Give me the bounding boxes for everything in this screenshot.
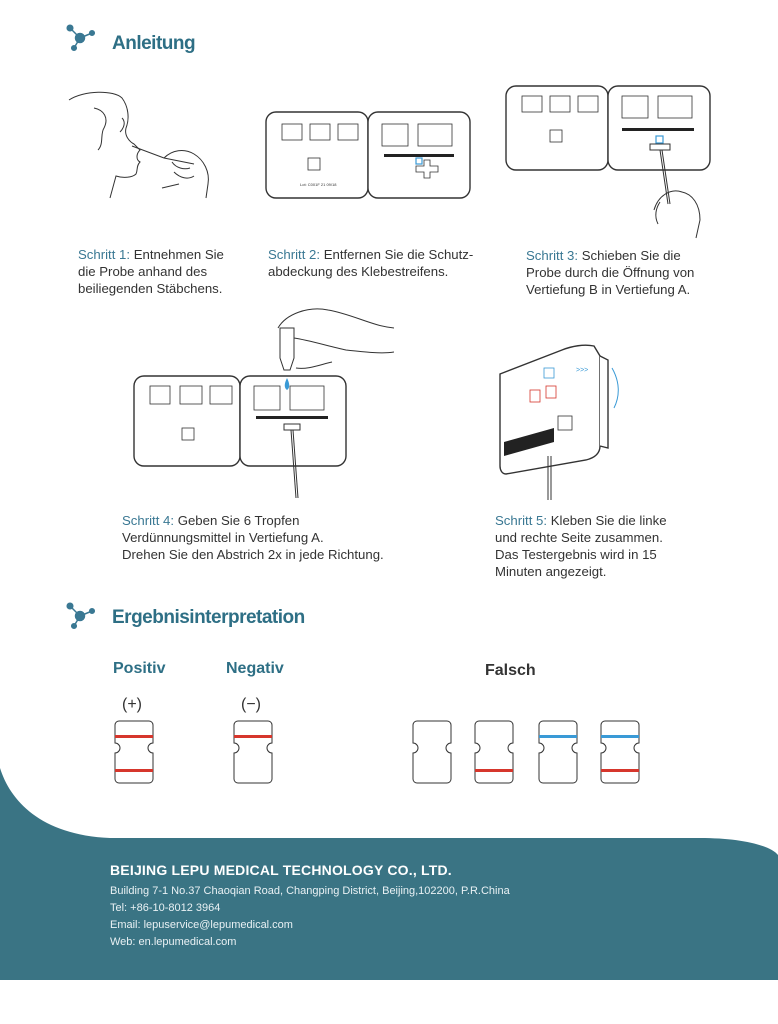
kit-lot-text: Lot: C001F 21 09/18	[300, 182, 337, 187]
step-5-text	[495, 512, 715, 580]
step-5-text-line-3: Minuten angezeigt.	[495, 564, 607, 579]
step-1-text-line-1: die Probe anhand des	[78, 264, 208, 279]
positive-label: Positiv	[113, 660, 166, 677]
result-card-invalid-3	[538, 720, 578, 784]
step2-illustration	[264, 108, 472, 202]
section-title-interpretation: Ergebnisinterpretation	[112, 607, 305, 628]
step-1-text-line-0: Entnehmen Sie	[133, 247, 224, 262]
step5-illustration	[496, 338, 626, 500]
step-2-label: Schritt 2:	[268, 247, 321, 262]
step-4-text-line-0: Geben Sie 6 Tropfen	[177, 513, 300, 528]
step-3-text	[526, 247, 726, 298]
step-4-label: Schritt 4:	[122, 513, 175, 528]
invalid-label: Falsch	[485, 662, 536, 679]
step-2-text-line-0: Entfernen Sie die Schutz-	[323, 247, 474, 262]
step-3-text-line-1: Probe durch die Öffnung von	[526, 265, 695, 280]
step-3-text-line-0: Schieben Sie die	[581, 248, 681, 263]
step-5-text-line-1: und rechte Seite zusammen.	[495, 530, 663, 545]
step-4-text-line-2: Drehen Sie den Abstrich 2x in jede Richtung.	[122, 547, 384, 562]
footer-web[interactable]: Web: en.lepumedical.com	[110, 936, 237, 948]
step-5-text-line-2: Das Testergebnis wird in 15	[495, 547, 657, 562]
step-3-label: Schritt 3:	[526, 248, 579, 263]
step-4-text	[122, 512, 422, 563]
footer-address: Building 7-1 No.37 Chaoqian Road, Changping District, Beijing,102200, P.R.China	[110, 885, 510, 897]
step-1-text-line-2: beiliegenden Stäbchens.	[78, 281, 223, 296]
step4-illustration	[132, 306, 394, 500]
step1-illustration	[64, 88, 224, 208]
negative-sign: (−)	[241, 696, 261, 713]
step-1-label: Schritt 1:	[78, 247, 131, 262]
step-3-text-line-2: Vertiefung B in Vertiefung A.	[526, 282, 691, 297]
section-title-instructions: Anleitung	[112, 33, 196, 54]
positive-sign: (+)	[122, 696, 142, 713]
result-card-invalid-4	[600, 720, 640, 784]
step-2-text	[268, 246, 498, 280]
arrows-glyph: >>>	[576, 367, 589, 374]
molecule-icon	[64, 602, 98, 630]
footer-tel: Tel: +86-10-8012 3964	[110, 902, 221, 914]
step3-illustration	[504, 84, 716, 240]
step-2-text-line-1: abdeckung des Klebestreifens.	[268, 264, 449, 279]
result-card-negative	[233, 720, 273, 784]
result-card-invalid-2	[474, 720, 514, 784]
step-1-text	[78, 246, 258, 297]
result-card-positive	[114, 720, 154, 784]
footer-company-name: BEIJING LEPU MEDICAL TECHNOLOGY CO., LTD.	[110, 862, 452, 878]
molecule-icon	[64, 24, 98, 52]
step-5-label: Schritt 5:	[495, 513, 548, 528]
negative-label: Negativ	[226, 660, 284, 677]
step-4-text-line-1: Verdünnungsmittel in Vertiefung A.	[122, 530, 324, 545]
result-card-invalid-1	[412, 720, 452, 784]
footer-email[interactable]: Email: lepuservice@lepumedical.com	[110, 919, 293, 931]
step-5-text-line-0: Kleben Sie die linke	[550, 513, 667, 528]
